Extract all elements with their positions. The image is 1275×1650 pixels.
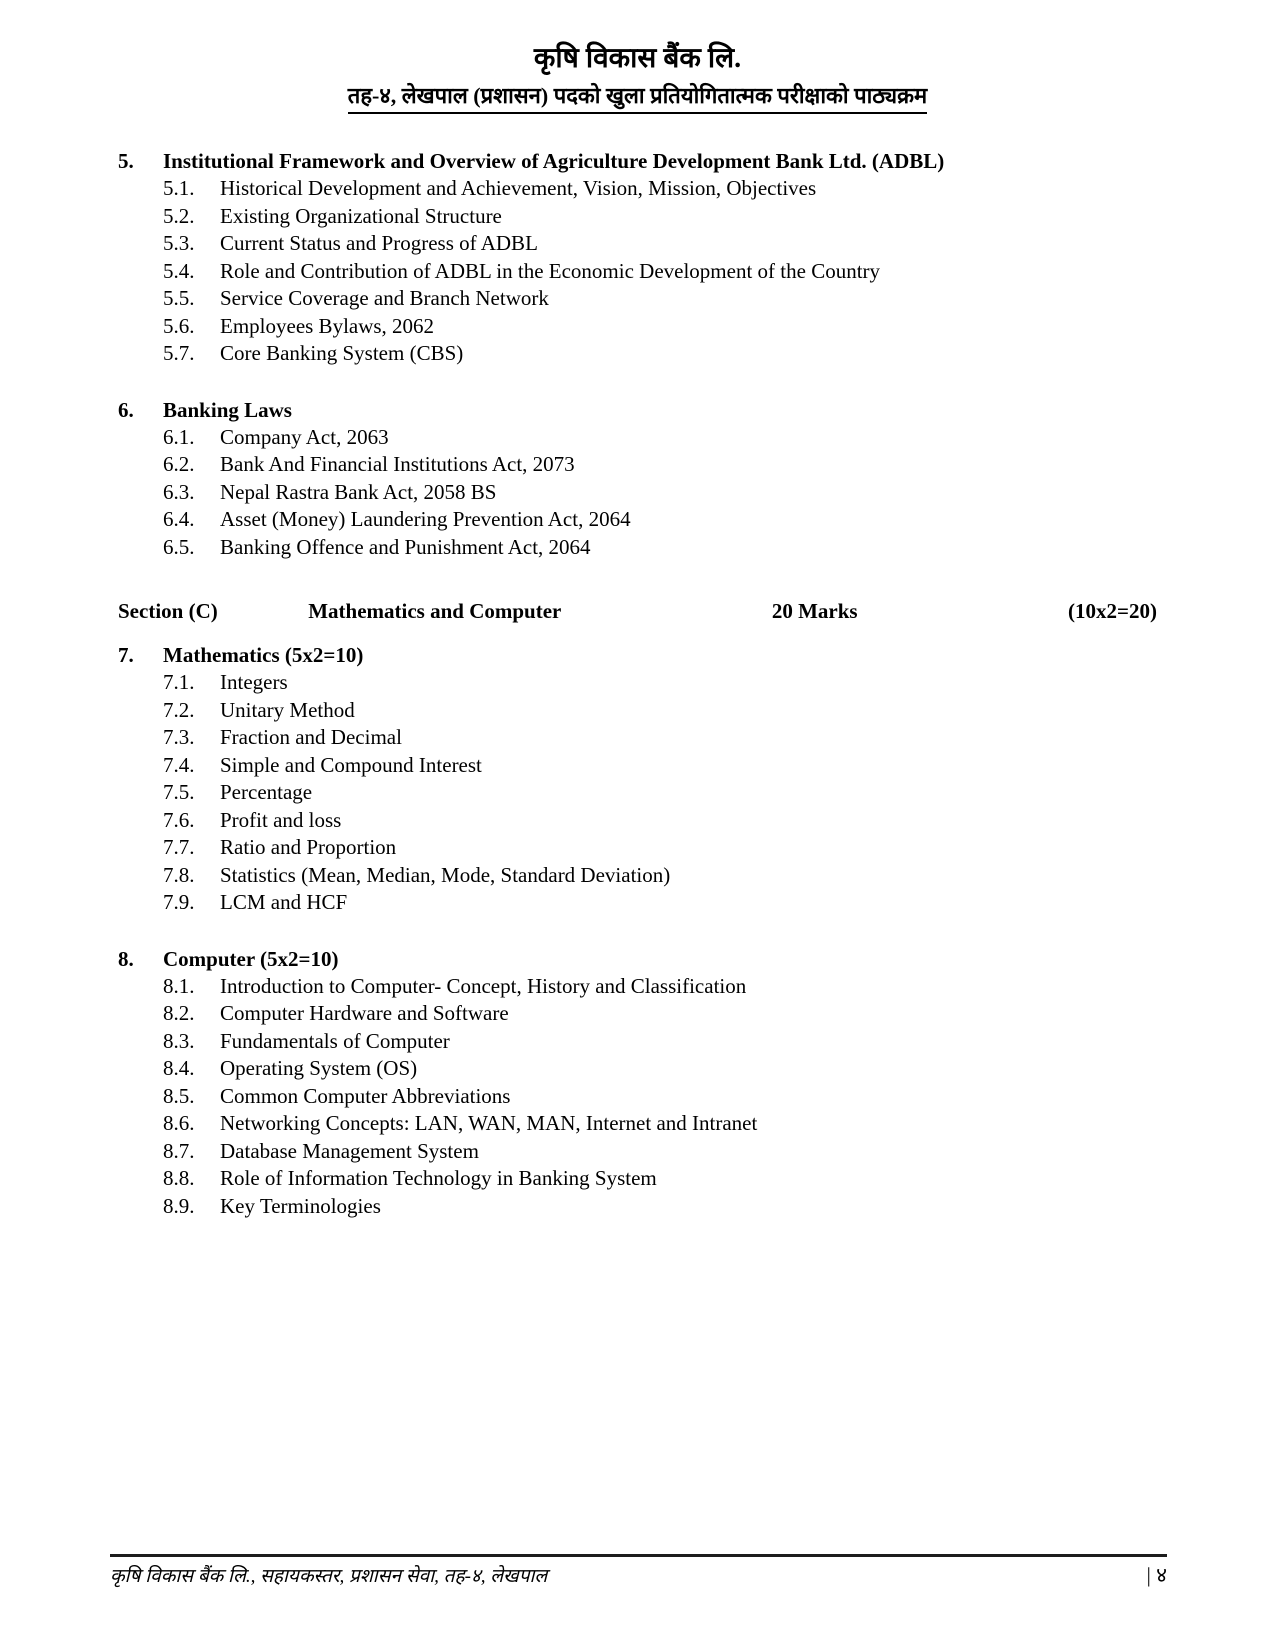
item-text: Bank And Financial Institutions Act, 2073 bbox=[220, 452, 575, 476]
item-number: 8.2. bbox=[163, 1001, 195, 1025]
item-text: Integers bbox=[220, 670, 288, 694]
section-number: 6. bbox=[118, 397, 134, 422]
section-6-heading bbox=[118, 396, 1157, 424]
section-title: Banking Laws bbox=[163, 397, 292, 422]
item-text: Current Status and Progress of ADBL bbox=[220, 231, 538, 255]
item-text: LCM and HCF bbox=[220, 890, 348, 914]
item-number: 7.6. bbox=[163, 807, 195, 832]
item-text: Role and Contribution of ADBL in the Economic Development of the Country bbox=[220, 258, 881, 283]
syllabus-item bbox=[118, 973, 1157, 1001]
item-text: Service Coverage and Branch Network bbox=[220, 286, 549, 310]
syllabus-item bbox=[118, 230, 1157, 258]
item-text: Role of Information Technology in Banking System bbox=[220, 1166, 657, 1190]
item-number: 6.3. bbox=[163, 479, 195, 504]
item-number: 7.8. bbox=[163, 862, 195, 887]
syllabus-item bbox=[118, 724, 1157, 752]
section-title: Mathematics (5x2=10) bbox=[163, 643, 364, 667]
item-text: Banking Offence and Punishment Act, 2064 bbox=[220, 534, 591, 559]
syllabus-item bbox=[118, 175, 1157, 203]
syllabus-item bbox=[118, 451, 1157, 479]
item-text: Nepal Rastra Bank Act, 2058 BS bbox=[220, 479, 497, 504]
item-number: 7.7. bbox=[163, 835, 195, 859]
item-number: 5.4. bbox=[163, 258, 195, 283]
item-number: 7.9. bbox=[163, 890, 195, 914]
syllabus-item bbox=[118, 1110, 1157, 1138]
item-number: 6.2. bbox=[163, 452, 195, 476]
page-title: कृषि विकास बैंक लि. bbox=[533, 43, 742, 74]
syllabus-item bbox=[118, 1193, 1157, 1221]
item-number: 5.6. bbox=[163, 313, 195, 338]
item-number: 5.2. bbox=[163, 203, 195, 228]
item-number: 5.7. bbox=[163, 341, 195, 365]
section-8-heading bbox=[118, 945, 1157, 973]
section-8 bbox=[118, 945, 1157, 1221]
item-number: 6.4. bbox=[163, 507, 195, 531]
item-text: Percentage bbox=[220, 780, 313, 804]
section-number: 5. bbox=[118, 149, 134, 173]
item-text: Core Banking System (CBS) bbox=[220, 341, 464, 365]
section-c-banner bbox=[118, 597, 1157, 625]
syllabus-item bbox=[118, 669, 1157, 697]
section-c-scheme: (10x2=20) bbox=[1068, 599, 1157, 623]
item-text: Fundamentals of Computer bbox=[220, 1028, 450, 1053]
item-text: Asset (Money) Laundering Prevention Act, 2064 bbox=[220, 507, 631, 531]
syllabus-item bbox=[118, 203, 1157, 231]
syllabus-item bbox=[118, 1028, 1157, 1056]
syllabus-item bbox=[118, 862, 1157, 890]
item-text: Computer Hardware and Software bbox=[220, 1001, 509, 1025]
section-c-label: Section (C) bbox=[118, 599, 218, 623]
syllabus-item bbox=[118, 313, 1157, 341]
item-number: 8.5. bbox=[163, 1083, 195, 1108]
syllabus-item bbox=[118, 424, 1157, 452]
section-7 bbox=[118, 641, 1157, 917]
syllabus-item bbox=[118, 1055, 1157, 1083]
item-number: 5.5. bbox=[163, 286, 195, 310]
section-5-heading bbox=[118, 147, 1157, 175]
item-text: Networking Concepts: LAN, WAN, MAN, Internet and Intranet bbox=[220, 1111, 758, 1135]
syllabus-item bbox=[118, 1083, 1157, 1111]
item-text: Profit and loss bbox=[220, 807, 342, 832]
page-subtitle-wrap bbox=[118, 81, 1157, 114]
section-7-heading bbox=[118, 641, 1157, 669]
syllabus-item bbox=[118, 889, 1157, 917]
item-number: 7.3. bbox=[163, 725, 195, 749]
syllabus-item bbox=[118, 534, 1157, 562]
item-text: Simple and Compound Interest bbox=[220, 752, 482, 777]
item-text: Key Terminologies bbox=[220, 1193, 381, 1218]
syllabus-item bbox=[118, 340, 1157, 368]
syllabus-item bbox=[118, 834, 1157, 862]
section-5 bbox=[118, 147, 1157, 368]
item-number: 8.4. bbox=[163, 1056, 195, 1080]
item-text: Database Management System bbox=[220, 1138, 479, 1163]
footer-page-number: | ४ bbox=[1146, 1563, 1167, 1587]
item-number: 8.9. bbox=[163, 1193, 195, 1218]
item-number: 8.1. bbox=[163, 973, 195, 998]
footer-document-label: कृषि विकास बैंक लि., सहायकस्तर, प्रशासन सेवा, तह-४, लेखपाल bbox=[110, 1566, 548, 1587]
item-number: 8.7. bbox=[163, 1138, 195, 1163]
item-text: Fraction and Decimal bbox=[220, 725, 402, 749]
syllabus-item bbox=[118, 779, 1157, 807]
item-number: 7.1. bbox=[163, 670, 195, 694]
item-number: 8.8. bbox=[163, 1166, 195, 1190]
item-number: 6.1. bbox=[163, 424, 195, 449]
item-number: 7.5. bbox=[163, 780, 195, 804]
item-number: 6.5. bbox=[163, 534, 195, 559]
item-number: 5.1. bbox=[163, 176, 195, 200]
item-text: Historical Development and Achievement, Vision, Mission, Objectives bbox=[220, 176, 817, 200]
syllabus-item bbox=[118, 258, 1157, 286]
section-title: Computer (5x2=10) bbox=[163, 946, 339, 971]
syllabus-item bbox=[118, 807, 1157, 835]
item-text: Company Act, 2063 bbox=[220, 424, 389, 449]
item-text: Operating System (OS) bbox=[220, 1056, 418, 1080]
syllabus-item bbox=[118, 752, 1157, 780]
section-number: 7. bbox=[118, 643, 134, 667]
item-text: Statistics (Mean, Median, Mode, Standard Deviation) bbox=[220, 862, 671, 887]
item-number: 8.3. bbox=[163, 1028, 195, 1053]
item-text: Common Computer Abbreviations bbox=[220, 1083, 511, 1108]
syllabus-item bbox=[118, 285, 1157, 313]
item-text: Employees Bylaws, 2062 bbox=[220, 313, 435, 338]
page-footer bbox=[110, 1554, 1167, 1590]
section-6 bbox=[118, 396, 1157, 562]
item-number: 7.4. bbox=[163, 752, 195, 777]
syllabus-item bbox=[118, 1165, 1157, 1193]
item-number: 5.3. bbox=[163, 231, 195, 255]
item-text: Introduction to Computer- Concept, History and Classification bbox=[220, 973, 747, 998]
item-text: Unitary Method bbox=[220, 697, 355, 722]
syllabus-item bbox=[118, 506, 1157, 534]
syllabus-item bbox=[118, 1138, 1157, 1166]
section-c-marks: 20 Marks bbox=[771, 599, 858, 623]
syllabus-item bbox=[118, 1000, 1157, 1028]
section-c-title: Mathematics and Computer bbox=[308, 599, 562, 623]
item-number: 8.6. bbox=[163, 1111, 195, 1135]
section-title: Institutional Framework and Overview of Agriculture Development Bank Ltd. (ADBL) bbox=[163, 149, 945, 173]
syllabus-item bbox=[118, 697, 1157, 725]
page-subtitle: तह-४, लेखपाल (प्रशासन) पदको खुला प्रतियोगितात्मक परीक्षाको पाठ्यक्रम bbox=[348, 81, 927, 114]
section-number: 8. bbox=[118, 946, 134, 971]
item-text: Existing Organizational Structure bbox=[220, 203, 502, 228]
syllabus-item bbox=[118, 479, 1157, 507]
item-number: 7.2. bbox=[163, 697, 195, 722]
item-text: Ratio and Proportion bbox=[220, 835, 397, 859]
